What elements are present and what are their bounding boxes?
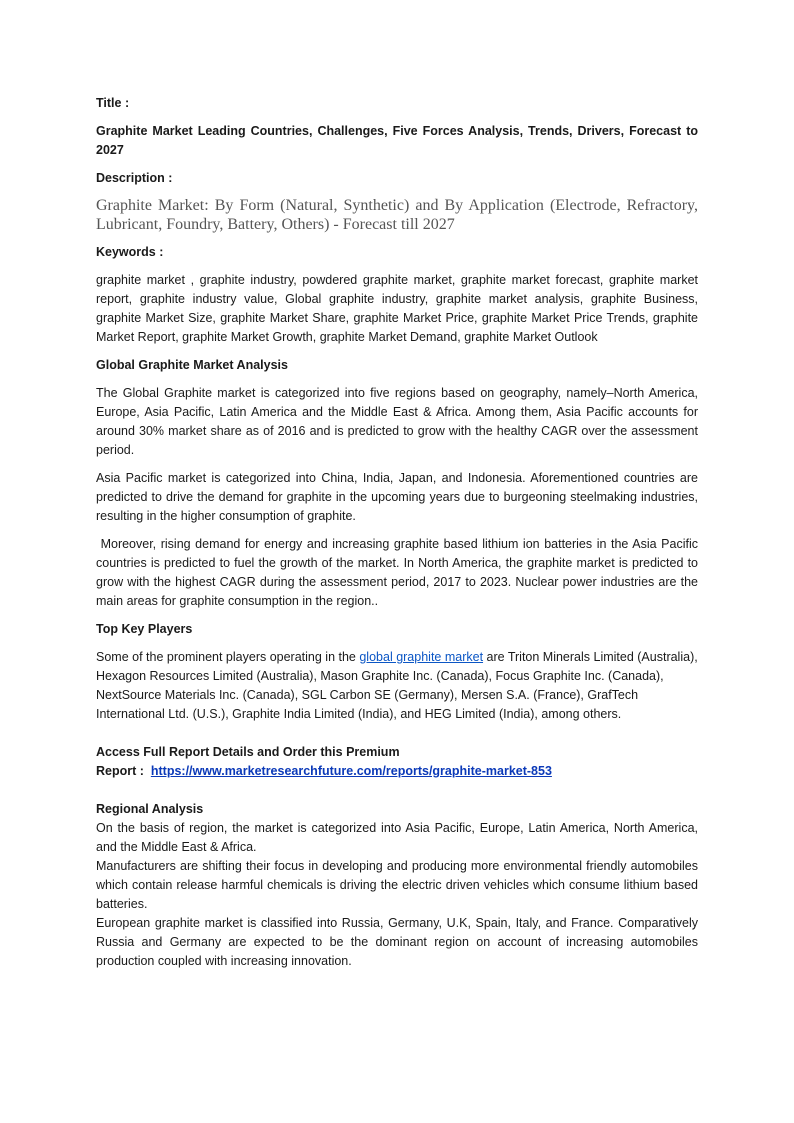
players-heading: Top Key Players	[96, 622, 193, 636]
global-graphite-market-link[interactable]: global graphite market	[359, 650, 484, 664]
access-line-2	[96, 762, 698, 781]
regional-paragraph-2: Manufacturers are shifting their focus in developing and producing more environmental friendly automobiles which contain release harmful chemicals is driving the electric driven vehicles which consume lithium based batteries.	[96, 859, 698, 911]
players-paragraph	[96, 648, 698, 724]
access-line-1: Access Full Report Details and Order this Premium	[96, 745, 400, 759]
document-page	[96, 94, 702, 971]
analysis-paragraph-3: Moreover, rising demand for energy and increasing graphite based lithium ion batteries in the Asia Pacific countries is predicted to fuel the growth of the market. In North America, the graphite market is predicted to grow with the highest CAGR during the assessment period, 2017 to 2023. Nuclear power industries are the main areas for graphite consumption in the region..	[96, 537, 702, 608]
keywords-text: graphite market , graphite industry, powdered graphite market, graphite market forecast, graphite market report, graphite industry value, Global graphite industry, graphite market analysis, graphite Business, graphite Market Size, graphite Market Share, graphite Market Price, graphite Market Price Trends, graphite Market Report, graphite Market Growth, graphite Market Demand, graphite Market Outlook	[96, 273, 698, 344]
regional-heading: Regional Analysis	[96, 802, 204, 816]
description-text: Graphite Market: By Form (Natural, Synthetic) and By Application (Electrode, Refractory, Lubricant, Foundry, Battery, Others) - Forecast till 2027	[96, 197, 698, 233]
title-label: Title :	[96, 96, 130, 110]
players-text-before: Some of the prominent players operating in the	[96, 650, 360, 664]
analysis-paragraph-1: The Global Graphite market is categorized into five regions based on geography, namely–North America, Europe, Asia Pacific, Latin America and the Middle East & Africa. Among them, Asia Pacific accounts for around 30% market share as of 2016 and is predicted to grow with the healthy CAGR over the assessment period.	[96, 386, 698, 457]
report-url-link[interactable]: https://www.marketresearchfuture.com/reports/graphite-market-853	[150, 764, 552, 778]
analysis-paragraph-2: Asia Pacific market is categorized into China, India, Japan, and Indonesia. Aforementioned countries are predicted to drive the demand for graphite in the upcoming years due to burgeoning steelmaking industries, resulting in the higher consumption of graphite.	[96, 471, 698, 523]
analysis-heading: Global Graphite Market Analysis	[96, 358, 288, 372]
access-report-label: Report :	[96, 764, 151, 778]
players-text-after: are Triton Minerals Limited (Australia), Hexagon Resources Limited (Australia), Mason Graphite Inc. (Canada), Focus Graphite Inc. (Canada), NextSource Materials Inc. (Canada), SGL Carbon SE (Germany), Mersen S.A. (France), GrafTech International Ltd. (U.S.), Graphite India Limited (India), and HEG Limited (India), among others.	[96, 650, 698, 721]
description-label: Description :	[96, 171, 173, 185]
regional-paragraph-3: European graphite market is classified into Russia, Germany, U.K, Spain, Italy, and France. Comparatively Russia and Germany are expected to be the dominant region on account of increasing automobiles production coupled with increasing innovation.	[96, 916, 698, 968]
document-title: Graphite Market Leading Countries, Challenges, Five Forces Analysis, Trends, Drivers, Forecast to 2027	[96, 124, 698, 157]
regional-paragraph-1: On the basis of region, the market is categorized into Asia Pacific, Europe, Latin America, North America, and the Middle East & Africa.	[96, 821, 698, 854]
keywords-label: Keywords :	[96, 245, 164, 259]
